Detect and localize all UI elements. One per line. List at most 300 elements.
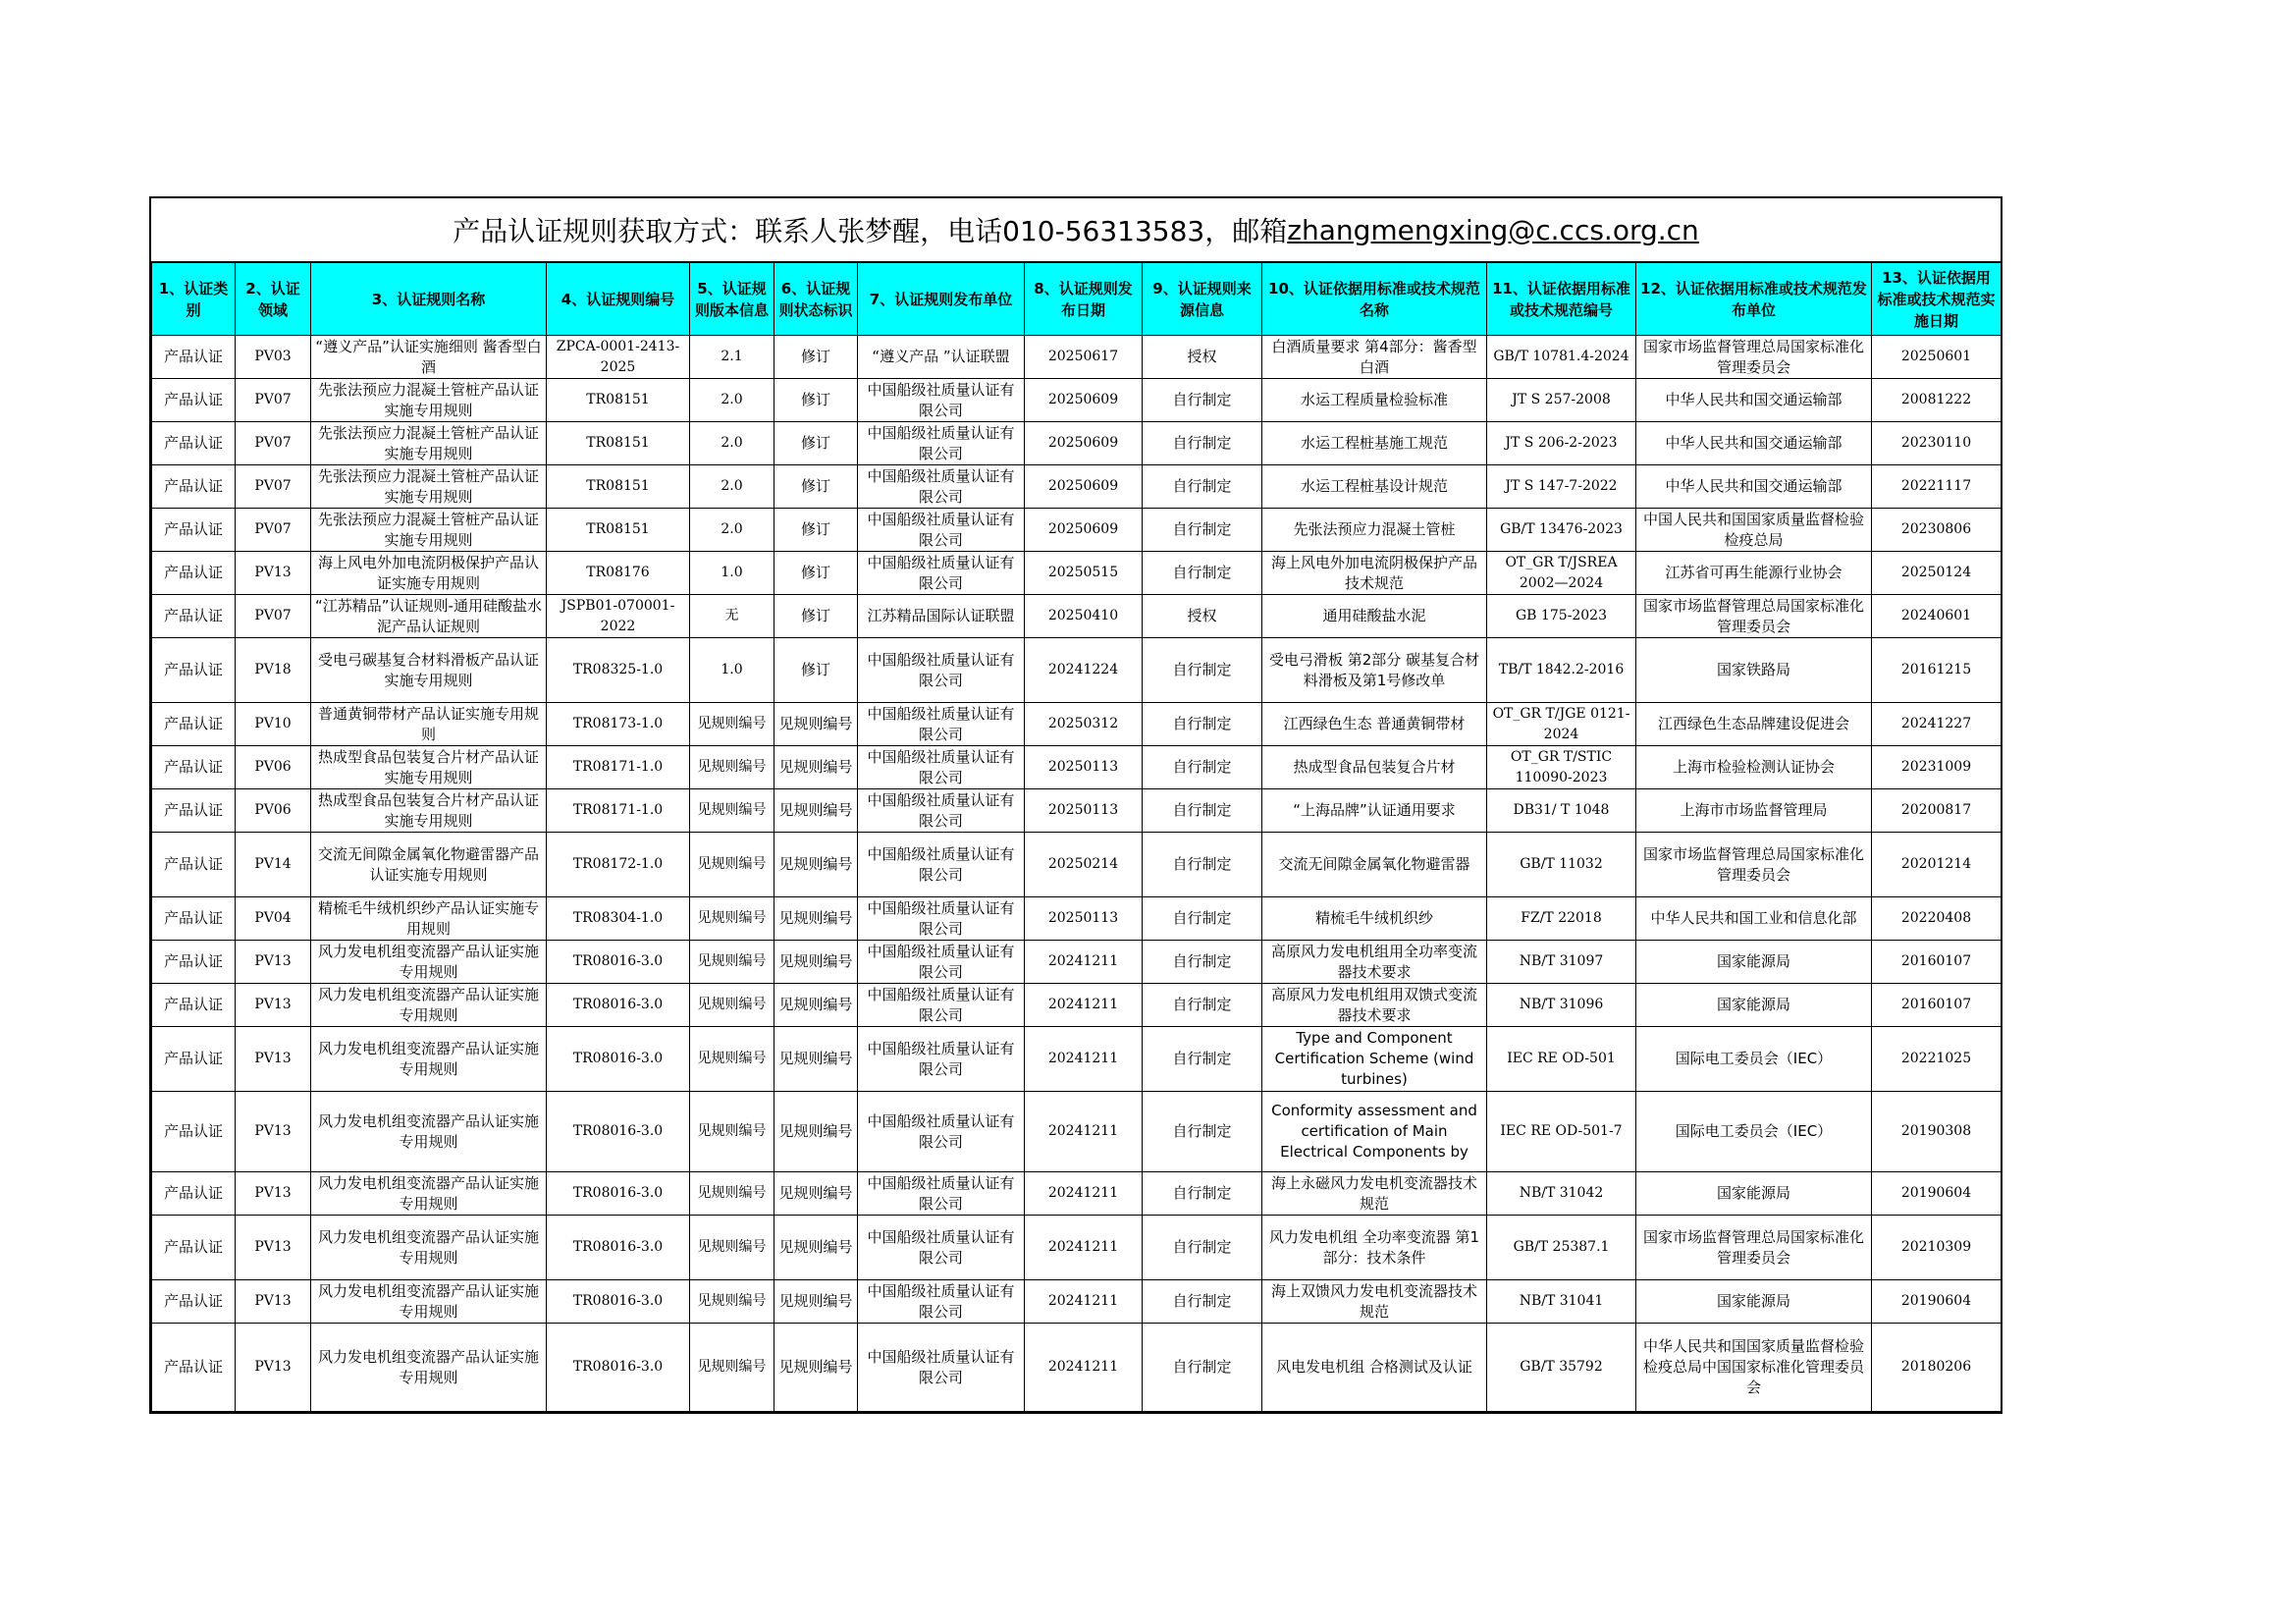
- cell-implementation-date: [1872, 789, 2002, 833]
- cell-implementation-date-text: 20190604: [1900, 1293, 1972, 1309]
- cell-publisher-text: 中国船级社质量认证有限公司: [867, 704, 1015, 743]
- cell-standard-number-text: GB/T 10781.4-2024: [1493, 349, 1629, 364]
- cell-source-text: 自行制定: [1172, 1292, 1232, 1310]
- column-header: 1、认证类别: [152, 263, 236, 336]
- table-row: [152, 1027, 2002, 1092]
- cell-publish-date-text: 20241211: [1047, 953, 1119, 969]
- cell-implementation-date: [1872, 897, 2002, 941]
- cell-status-text: 见规则编号: [778, 1292, 853, 1310]
- cell-publisher-text: 中国船级社质量认证有限公司: [867, 844, 1015, 884]
- cell-standard-name-text: 海上永磁风力发电机变流器技术规范: [1270, 1173, 1477, 1213]
- cell-source: [1143, 638, 1262, 703]
- cell-version-text: 见规则编号: [697, 910, 767, 926]
- cell-source: [1143, 789, 1262, 833]
- cell-rule-name: [311, 746, 547, 789]
- cell-rule-number-text: TR08171-1.0: [572, 802, 664, 818]
- cell-rule-number: [547, 379, 690, 422]
- cell-source-text: 自行制定: [1172, 434, 1232, 452]
- cell-standard-number: [1487, 1027, 1636, 1092]
- cell-rule-number-text: TR08176: [586, 565, 650, 580]
- cell-category: [152, 552, 236, 595]
- cell-version: [690, 465, 774, 509]
- cell-standard-publisher: [1636, 336, 1872, 379]
- cell-standard-publisher-text: 江苏省可再生能源行业协会: [1665, 564, 1842, 581]
- cell-field: [236, 1027, 311, 1092]
- cell-publish-date-text: 20241211: [1047, 1123, 1119, 1139]
- cell-implementation-date-text: 20231009: [1900, 759, 1972, 775]
- cell-rule-name: [311, 941, 547, 984]
- cell-implementation-date-text: 20201214: [1900, 856, 1972, 872]
- cell-category: [152, 465, 236, 509]
- cell-publisher-text: “遵义产品 ”认证联盟: [872, 348, 1010, 365]
- cell-category: [152, 509, 236, 552]
- cell-source: [1143, 1216, 1262, 1280]
- contact-email-link[interactable]: zhangmengxing@c.ccs.org.cn: [1287, 213, 1699, 246]
- cell-source-text: 授权: [1187, 348, 1217, 365]
- cell-status-text: 见规则编号: [778, 1050, 853, 1067]
- cell-status: [774, 703, 858, 746]
- cell-standard-number-text: JT S 147-7-2022: [1505, 478, 1618, 494]
- cell-rule-name-text: 风力发电机组变流器产品认证实施专用规则: [317, 1039, 539, 1078]
- cell-publish-date: [1025, 1324, 1143, 1412]
- cell-publisher: [858, 941, 1025, 984]
- cell-standard-number-text: IEC RE OD-501-7: [1500, 1123, 1623, 1139]
- cell-standard-name: [1262, 1324, 1487, 1412]
- cell-publisher: [858, 1092, 1025, 1172]
- cell-standard-name-text: 风电发电机组 合格测试及认证: [1276, 1358, 1472, 1376]
- cell-version: [690, 833, 774, 897]
- cell-standard-name: [1262, 833, 1487, 897]
- cell-implementation-date: [1872, 509, 2002, 552]
- cell-status-text: 修订: [800, 607, 830, 624]
- cell-status-text: 修订: [800, 348, 830, 365]
- cell-publisher: [858, 833, 1025, 897]
- cell-rule-name: [311, 379, 547, 422]
- cell-category-text: 产品认证: [163, 855, 223, 873]
- cell-category: [152, 746, 236, 789]
- cell-standard-publisher-text: 中华人民共和国交通运输部: [1665, 434, 1842, 452]
- cell-standard-number: [1487, 379, 1636, 422]
- cell-standard-name-text: 江西绿色生态 普通黄铜带材: [1283, 715, 1466, 732]
- cell-publisher: [858, 1216, 1025, 1280]
- cell-category: [152, 1324, 236, 1412]
- column-header: 6、认证规则状态标识: [774, 263, 858, 336]
- cell-source: [1143, 833, 1262, 897]
- cell-standard-publisher-text: 上海市市场监督管理局: [1680, 801, 1828, 819]
- cell-status: [774, 1216, 858, 1280]
- cell-publisher-text: 中国船级社质量认证有限公司: [867, 1039, 1015, 1078]
- table-row: [152, 638, 2002, 703]
- cell-version: [690, 638, 774, 703]
- table-row: [152, 1280, 2002, 1324]
- cell-field: [236, 1172, 311, 1216]
- cell-field-text: PV13: [254, 953, 292, 969]
- cell-publish-date: [1025, 1027, 1143, 1092]
- cell-implementation-date: [1872, 1027, 2002, 1092]
- cell-version: [690, 703, 774, 746]
- cell-status-text: 见规则编号: [778, 1184, 853, 1202]
- cell-source: [1143, 1027, 1262, 1092]
- cell-standard-publisher-text: 国家市场监督管理总局国家标准化管理委员会: [1642, 1227, 1864, 1267]
- cell-category-text: 产品认证: [163, 801, 223, 819]
- cell-publisher: [858, 1280, 1025, 1324]
- cell-field: [236, 789, 311, 833]
- cell-status: [774, 1092, 858, 1172]
- cell-standard-number-text: GB/T 11032: [1520, 856, 1603, 872]
- cell-source: [1143, 379, 1262, 422]
- cell-standard-number: [1487, 833, 1636, 897]
- column-header: 13、认证依据用标准或技术规范实施日期: [1872, 263, 2002, 336]
- cell-publisher-text: 中国船级社质量认证有限公司: [867, 423, 1015, 462]
- cell-field: [236, 984, 311, 1027]
- cell-publish-date: [1025, 552, 1143, 595]
- cell-category-text: 产品认证: [163, 996, 223, 1013]
- cell-version-text: 见规则编号: [697, 1051, 767, 1066]
- title-text: 产品认证规则获取方式：联系人张梦醒，电话010-56313583，邮箱: [453, 215, 1288, 247]
- cell-field: [236, 465, 311, 509]
- cell-field: [236, 897, 311, 941]
- cell-implementation-date-text: 20081222: [1900, 392, 1972, 407]
- cell-standard-number-text: NB/T 31042: [1519, 1185, 1604, 1201]
- cell-publish-date-text: 20241211: [1047, 1359, 1119, 1375]
- cell-field-text: PV07: [254, 392, 292, 407]
- cell-standard-name-text: 交流无间隙金属氧化物避雷器: [1278, 855, 1470, 873]
- cell-version: [690, 1092, 774, 1172]
- cell-standard-name: [1262, 509, 1487, 552]
- cell-standard-name-text: 海上双馈风力发电机变流器技术规范: [1270, 1281, 1477, 1321]
- cell-field: [236, 941, 311, 984]
- cell-standard-number: [1487, 465, 1636, 509]
- cell-source: [1143, 897, 1262, 941]
- cell-standard-number-text: NB/T 31041: [1519, 1293, 1604, 1309]
- cell-version: [690, 1216, 774, 1280]
- cell-status: [774, 1280, 858, 1324]
- cell-source-text: 自行制定: [1172, 520, 1232, 538]
- cell-version-text: 见规则编号: [697, 759, 767, 775]
- cell-category: [152, 941, 236, 984]
- cell-source: [1143, 1280, 1262, 1324]
- cell-source-text: 自行制定: [1172, 477, 1232, 495]
- cell-status: [774, 552, 858, 595]
- cell-publish-date: [1025, 465, 1143, 509]
- cell-rule-number: [547, 1092, 690, 1172]
- cell-implementation-date: [1872, 595, 2002, 638]
- cell-category: [152, 1172, 236, 1216]
- cell-publisher-text: 中国船级社质量认证有限公司: [867, 510, 1015, 549]
- cell-status: [774, 422, 858, 465]
- column-header: 7、认证规则发布单位: [858, 263, 1025, 336]
- cell-field: [236, 638, 311, 703]
- cell-version: [690, 379, 774, 422]
- cell-standard-publisher-text: 国家市场监督管理总局国家标准化管理委员会: [1642, 596, 1864, 635]
- cell-standard-name-text: 高原风力发电机组用双馈式变流器技术要求: [1270, 985, 1477, 1024]
- cell-publish-date: [1025, 422, 1143, 465]
- cell-standard-name: [1262, 379, 1487, 422]
- cell-rule-name-text: 受电弓碳基复合材料滑板产品认证实施专用规则: [317, 650, 539, 689]
- cell-publish-date-text: 20250113: [1047, 910, 1119, 926]
- cell-publisher-text: 中国船级社质量认证有限公司: [867, 466, 1015, 506]
- cell-field-text: PV07: [254, 521, 292, 537]
- cell-standard-name-text: 受电弓滑板 第2部分 碳基复合材料滑板及第1号修改单: [1268, 650, 1480, 689]
- cell-source-text: 自行制定: [1172, 715, 1232, 732]
- cell-field: [236, 1216, 311, 1280]
- column-header: 10、认证依据用标准或技术规范名称: [1262, 263, 1487, 336]
- cell-implementation-date-text: 20240601: [1900, 608, 1972, 623]
- cell-version-text: 见规则编号: [697, 953, 767, 969]
- cell-version-text: 见规则编号: [697, 1185, 767, 1201]
- table-row: [152, 1324, 2002, 1412]
- cell-field: [236, 379, 311, 422]
- cell-publish-date-text: 20250312: [1047, 716, 1119, 731]
- cell-source: [1143, 1324, 1262, 1412]
- cell-standard-name-text: 热成型食品包装复合片材: [1293, 758, 1456, 776]
- cell-implementation-date: [1872, 552, 2002, 595]
- cell-standard-number: [1487, 336, 1636, 379]
- cell-standard-publisher: [1636, 552, 1872, 595]
- cell-standard-name: [1262, 897, 1487, 941]
- cell-status: [774, 897, 858, 941]
- cell-implementation-date-text: 20190308: [1900, 1123, 1972, 1139]
- cell-rule-number-text: TR08016-3.0: [572, 1239, 664, 1255]
- cell-version: [690, 984, 774, 1027]
- cell-implementation-date-text: 20210309: [1900, 1239, 1972, 1255]
- cell-implementation-date: [1872, 746, 2002, 789]
- cell-publish-date: [1025, 1280, 1143, 1324]
- cell-category-text: 产品认证: [163, 1122, 223, 1140]
- cell-version: [690, 552, 774, 595]
- cell-implementation-date-text: 20221117: [1900, 478, 1972, 494]
- cell-rule-name-text: 风力发电机组变流器产品认证实施专用规则: [317, 942, 539, 981]
- cell-rule-number-text: TR08016-3.0: [572, 1051, 664, 1066]
- cell-field: [236, 833, 311, 897]
- cell-standard-publisher: [1636, 1027, 1872, 1092]
- cell-implementation-date: [1872, 422, 2002, 465]
- cell-version: [690, 336, 774, 379]
- cell-source-text: 自行制定: [1172, 801, 1232, 819]
- cell-publish-date: [1025, 833, 1143, 897]
- cell-category: [152, 1027, 236, 1092]
- cell-version: [690, 595, 774, 638]
- cell-category: [152, 638, 236, 703]
- cell-rule-number: [547, 1216, 690, 1280]
- cell-publish-date: [1025, 984, 1143, 1027]
- cell-publisher-text: 中国船级社质量认证有限公司: [867, 942, 1015, 981]
- cell-standard-publisher-text: 上海市检验检测认证协会: [1672, 758, 1835, 776]
- cell-rule-number: [547, 1280, 690, 1324]
- table-row: [152, 1092, 2002, 1172]
- cell-source: [1143, 984, 1262, 1027]
- cell-implementation-date-text: 20241227: [1900, 716, 1972, 731]
- cell-standard-number: [1487, 941, 1636, 984]
- cell-source-text: 自行制定: [1172, 1050, 1232, 1067]
- cell-source-text: 自行制定: [1172, 855, 1232, 873]
- cell-implementation-date-text: 20200817: [1900, 802, 1972, 818]
- cell-rule-number-text: TR08325-1.0: [572, 662, 664, 677]
- column-header: 11、认证依据用标准或技术规范编号: [1487, 263, 1636, 336]
- cell-standard-number: [1487, 1172, 1636, 1216]
- cell-standard-name: [1262, 422, 1487, 465]
- cell-publish-date: [1025, 1216, 1143, 1280]
- cell-standard-publisher: [1636, 941, 1872, 984]
- cell-standard-publisher: [1636, 465, 1872, 509]
- cell-rule-name: [311, 703, 547, 746]
- cell-rule-number: [547, 1172, 690, 1216]
- cell-standard-name: [1262, 746, 1487, 789]
- cell-implementation-date: [1872, 703, 2002, 746]
- cell-source-text: 授权: [1187, 607, 1217, 624]
- cell-rule-number: [547, 984, 690, 1027]
- cell-rule-name-text: 先张法预应力混凝土管桩产品认证实施专用规则: [317, 380, 539, 419]
- cell-publisher: [858, 595, 1025, 638]
- cell-category-text: 产品认证: [163, 661, 223, 678]
- cell-publisher-text: 中国船级社质量认证有限公司: [867, 985, 1015, 1024]
- cell-publish-date-text: 20250609: [1047, 521, 1119, 537]
- table-row: [152, 595, 2002, 638]
- cell-field-text: PV13: [254, 1185, 292, 1201]
- cell-status-text: 见规则编号: [778, 909, 853, 927]
- sheet-title: [151, 198, 2001, 262]
- cell-publisher: [858, 897, 1025, 941]
- cell-version: [690, 941, 774, 984]
- cell-standard-name: [1262, 1172, 1487, 1216]
- cell-publish-date-text: 20250609: [1047, 392, 1119, 407]
- cell-standard-publisher-text: 国家铁路局: [1716, 661, 1790, 678]
- cell-field-text: PV03: [254, 349, 292, 364]
- cell-category: [152, 336, 236, 379]
- cell-source: [1143, 746, 1262, 789]
- cell-version-text: 无: [724, 608, 739, 623]
- column-header: 4、认证规则编号: [547, 263, 690, 336]
- table-row: [152, 746, 2002, 789]
- cell-rule-number: [547, 552, 690, 595]
- cell-standard-name-text: 精梳毛牛绒机织纱: [1314, 909, 1433, 927]
- cell-field-text: PV13: [254, 1239, 292, 1255]
- cell-publish-date-text: 20241211: [1047, 997, 1119, 1012]
- cell-publisher: [858, 789, 1025, 833]
- cell-rule-name: [311, 595, 547, 638]
- cell-standard-name-text: 水运工程桩基设计规范: [1300, 477, 1448, 495]
- cell-rule-name: [311, 509, 547, 552]
- cell-status-text: 见规则编号: [778, 758, 853, 776]
- cell-standard-number: [1487, 1216, 1636, 1280]
- cell-standard-number: [1487, 746, 1636, 789]
- cell-category-text: 产品认证: [163, 477, 223, 495]
- cell-rule-number: [547, 595, 690, 638]
- cell-rule-number-text: TR08171-1.0: [572, 759, 664, 775]
- cell-implementation-date: [1872, 941, 2002, 984]
- cell-publish-date-text: 20250515: [1047, 565, 1119, 580]
- cell-category-text: 产品认证: [163, 348, 223, 365]
- cell-category: [152, 833, 236, 897]
- cell-status: [774, 465, 858, 509]
- cell-implementation-date-text: 20180206: [1900, 1359, 1972, 1375]
- cell-standard-number: [1487, 509, 1636, 552]
- cell-category-text: 产品认证: [163, 520, 223, 538]
- cell-source-text: 自行制定: [1172, 952, 1232, 970]
- cell-status-text: 修订: [800, 477, 830, 495]
- cell-standard-number: [1487, 984, 1636, 1027]
- cell-standard-publisher-text: 国际电工委员会（IEC）: [1675, 1050, 1833, 1067]
- cell-implementation-date-text: 20190604: [1900, 1185, 1972, 1201]
- cell-field-text: PV10: [254, 716, 292, 731]
- cell-version-text: 见规则编号: [697, 1293, 767, 1309]
- cell-standard-number-text: GB/T 35792: [1520, 1359, 1603, 1375]
- cell-rule-name: [311, 638, 547, 703]
- cell-version: [690, 1027, 774, 1092]
- cell-rule-name-text: 普通黄铜带材产品认证实施专用规则: [317, 704, 539, 743]
- table-row: [152, 379, 2002, 422]
- cell-version: [690, 897, 774, 941]
- cell-publisher: [858, 1172, 1025, 1216]
- cell-field-text: PV13: [254, 1051, 292, 1066]
- cell-standard-name: [1262, 638, 1487, 703]
- cell-publish-date-text: 20241224: [1047, 662, 1119, 677]
- cell-publisher: [858, 379, 1025, 422]
- cell-rule-name: [311, 789, 547, 833]
- cell-category-text: 产品认证: [163, 909, 223, 927]
- cell-publisher-text: 中国船级社质量认证有限公司: [867, 898, 1015, 938]
- cell-implementation-date: [1872, 1324, 2002, 1412]
- cell-version: [690, 509, 774, 552]
- cell-rule-name-text: 精梳毛牛绒机织纱产品认证实施专用规则: [317, 898, 539, 938]
- cell-standard-name-text: 先张法预应力混凝土管桩: [1293, 520, 1456, 538]
- cell-publish-date: [1025, 509, 1143, 552]
- cell-standard-number-text: FZ/T 22018: [1521, 910, 1602, 926]
- cell-source: [1143, 552, 1262, 595]
- cell-standard-publisher: [1636, 897, 1872, 941]
- cell-standard-publisher: [1636, 509, 1872, 552]
- cell-standard-name: [1262, 552, 1487, 595]
- cell-implementation-date-text: 20160107: [1900, 953, 1972, 969]
- cell-rule-name-text: “江苏精品”认证规则-通用硅酸盐水泥产品认证规则: [315, 596, 542, 635]
- cell-standard-publisher: [1636, 422, 1872, 465]
- cell-source-text: 自行制定: [1172, 661, 1232, 678]
- cell-implementation-date: [1872, 984, 2002, 1027]
- cell-status: [774, 638, 858, 703]
- cell-publish-date-text: 20250617: [1047, 349, 1119, 364]
- cell-field-text: PV06: [254, 759, 292, 775]
- cell-field-text: PV04: [254, 910, 292, 926]
- cell-field-text: PV13: [254, 1293, 292, 1309]
- cell-publish-date-text: 20241211: [1047, 1293, 1119, 1309]
- cell-version: [690, 422, 774, 465]
- cell-rule-number: [547, 703, 690, 746]
- table-body: [152, 336, 2002, 1412]
- cell-standard-number-text: GB 175-2023: [1515, 608, 1607, 623]
- cell-status: [774, 789, 858, 833]
- cell-rule-number-text: TR08016-3.0: [572, 1293, 664, 1309]
- cell-status-text: 修订: [800, 564, 830, 581]
- cell-rule-number: [547, 509, 690, 552]
- cell-status: [774, 746, 858, 789]
- rules-table: [151, 262, 2002, 1412]
- cell-rule-name: [311, 422, 547, 465]
- cell-standard-publisher-text: 中华人民共和国工业和信息化部: [1650, 909, 1857, 927]
- cell-rule-name: [311, 897, 547, 941]
- cell-version-text: 2.1: [721, 349, 743, 364]
- cell-standard-name: [1262, 703, 1487, 746]
- cell-publish-date: [1025, 336, 1143, 379]
- cell-field-text: PV14: [254, 856, 292, 872]
- cell-category-text: 产品认证: [163, 1050, 223, 1067]
- cell-rule-number-text: TR08016-3.0: [572, 1123, 664, 1139]
- cell-category: [152, 1092, 236, 1172]
- cell-publish-date-text: 20241211: [1047, 1185, 1119, 1201]
- cell-publish-date: [1025, 746, 1143, 789]
- cell-rule-number-text: TR08151: [586, 521, 650, 537]
- cell-implementation-date: [1872, 1092, 2002, 1172]
- cell-rule-number-text: TR08016-3.0: [572, 1185, 664, 1201]
